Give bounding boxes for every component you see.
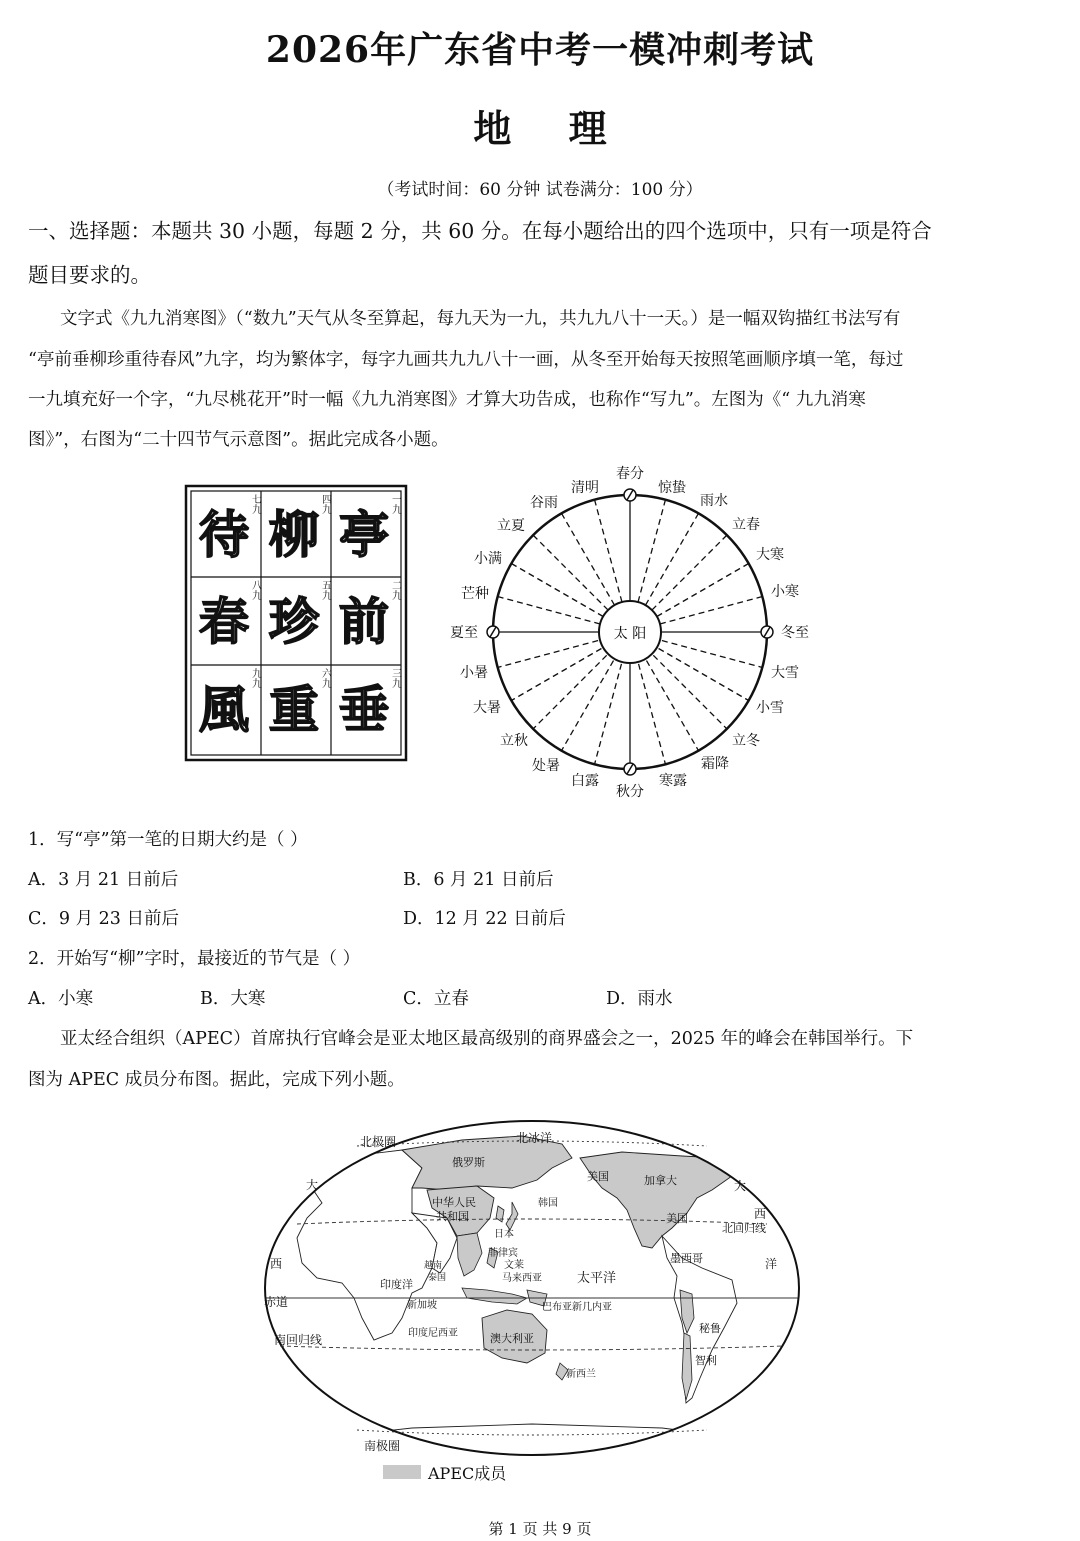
term-xiaohan: 小寒 xyxy=(771,584,799,600)
num-erjiu: 二九 xyxy=(389,580,401,600)
char-feng: 風 xyxy=(199,681,249,739)
greenland xyxy=(702,1126,762,1166)
label-antarctic-circle: 南极圈 xyxy=(364,1439,401,1453)
q1-option-a[interactable]: A．3 月 21 日前后 xyxy=(28,870,179,890)
num-wujiu: 五九 xyxy=(319,580,331,600)
num-bajiu: 八九 xyxy=(249,580,261,600)
q2-option-d[interactable]: D．雨水 xyxy=(606,989,673,1009)
label-vietnam: 越南 xyxy=(424,1261,443,1271)
q2-option-c[interactable]: C．立春 xyxy=(403,989,469,1009)
label-arctic-circle: 北极圈 xyxy=(360,1135,397,1149)
num-yijiu: 一九 xyxy=(389,494,401,514)
term-liqiu: 立秋 xyxy=(500,733,528,749)
char-chun: 春 xyxy=(199,593,249,651)
label-arctic-ocean: 北冰洋 xyxy=(516,1131,553,1145)
term-lichun: 立春 xyxy=(732,517,760,533)
label-philippines: 菲律宾 xyxy=(488,1248,518,1259)
term-mangzhong: 芒种 xyxy=(461,586,489,602)
label-png: 巴布亚新几内亚 xyxy=(542,1302,612,1313)
term-chushu: 处暑 xyxy=(532,758,560,774)
term-guyu: 谷雨 xyxy=(530,495,558,511)
label-tropic-cancer: 北回归线 xyxy=(722,1222,766,1235)
q1-option-c[interactable]: C．9 月 23 日前后 xyxy=(28,909,179,929)
sun-label: 太 阳 xyxy=(613,626,647,642)
label-tropic-capricorn: 南回归线 xyxy=(274,1333,323,1347)
label-atlantic-da-east: 大 xyxy=(734,1179,747,1193)
apec-world-map xyxy=(262,1118,802,1458)
term-dashu: 大暑 xyxy=(473,700,501,716)
term-xiazhi: 夏至 xyxy=(450,625,478,641)
char-qian: 前 xyxy=(339,593,389,651)
num-qijiu: 七九 xyxy=(249,494,261,514)
term-jingzhe: 惊蛰 xyxy=(658,480,686,496)
label-peru: 秘鲁 xyxy=(699,1322,721,1335)
label-malaysia: 马来西亚 xyxy=(502,1273,542,1284)
term-dahan: 大寒 xyxy=(756,547,784,563)
num-sanjiu: 三九 xyxy=(389,668,401,688)
question-2-stem: 2．开始写“柳”字时，最接近的节气是（ ） xyxy=(28,949,361,969)
num-liujiu: 六九 xyxy=(319,668,331,688)
term-dongzhi: 冬至 xyxy=(781,625,809,641)
label-usa-alaska: 美国 xyxy=(587,1170,609,1183)
q2-option-b[interactable]: B．大寒 xyxy=(200,989,266,1009)
term-lidong: 立冬 xyxy=(732,733,760,749)
label-atlantic-xi: 西 xyxy=(270,1257,283,1271)
exam-title: 2026年广东省中考一模冲刺考试 xyxy=(265,29,815,71)
exam-info: （考试时间：60 分钟 试卷满分：100 分） xyxy=(377,180,703,200)
passage-line: “亭前垂柳珍重待春风”九字，均为繁体字，每字九画共九九八十一画，从冬至开始每天按照笔画顺序填一笔，每过 xyxy=(28,350,904,370)
label-indonesia: 印度尼西亚 xyxy=(408,1328,458,1339)
legend-label: APEC成员 xyxy=(428,1464,507,1483)
term-xiaoman: 小满 xyxy=(474,551,502,567)
term-xiaoxue: 小雪 xyxy=(756,700,784,716)
term-bailu: 白露 xyxy=(571,773,599,789)
term-shuangjiang: 霜降 xyxy=(701,756,729,772)
char-dai: 待 xyxy=(199,506,249,564)
section-heading: 一、选择题：本题共 30 小题，每题 2 分，共 60 分。在每小题给出的四个选项中，只有一项是符合 xyxy=(28,219,932,243)
label-russia: 俄罗斯 xyxy=(452,1156,485,1169)
label-korea: 韩国 xyxy=(538,1198,558,1209)
term-yushui: 雨水 xyxy=(700,493,728,509)
label-mexico: 墨西哥 xyxy=(670,1252,703,1265)
label-thailand: 泰国 xyxy=(428,1273,447,1283)
subject-title: 地 理 xyxy=(473,106,629,151)
solar-terms-diagram xyxy=(440,462,820,802)
section-heading-cont: 题目要求的。 xyxy=(28,263,151,287)
label-atlantic-xi-east: 西 xyxy=(754,1207,767,1221)
num-jiujiu: 九九 xyxy=(249,668,261,688)
label-newzealand: 新西兰 xyxy=(566,1369,596,1380)
passage2-line: 图为 APEC 成员分布图。据此，完成下列小题。 xyxy=(28,1070,405,1090)
label-china-1: 中华人民 xyxy=(432,1196,476,1209)
label-indian-ocean: 印度洋 xyxy=(380,1278,413,1291)
label-japan: 日本 xyxy=(494,1229,514,1240)
label-singapore: 新加坡 xyxy=(407,1300,437,1311)
label-china-2: 共和国 xyxy=(436,1210,469,1223)
legend-swatch xyxy=(383,1465,421,1479)
question-1-stem: 1．写“亭”第一笔的日期大约是（ ） xyxy=(28,830,308,850)
passage-line: 文字式《九九消寒图》（“数九”天气从冬至算起，每九天为一九，共九九八十一天。）是一幅双钩描红书法写有 xyxy=(60,309,901,329)
q2-option-a[interactable]: A．小寒 xyxy=(28,989,94,1009)
q1-option-d[interactable]: D．12 月 22 日前后 xyxy=(403,909,566,929)
char-zhen: 珍 xyxy=(269,593,319,651)
label-usa: 美国 xyxy=(666,1212,688,1225)
jiujiu-figure xyxy=(184,484,408,762)
passage2-line: 亚太经合组织（APEC）首席执行官峰会是亚太地区最高级别的商界盛会之一，2025 年的峰会在韩国举行。下 xyxy=(60,1029,914,1049)
label-brunei: 文莱 xyxy=(504,1260,524,1271)
label-canada: 加拿大 xyxy=(644,1174,677,1187)
term-qiufen: 秋分 xyxy=(616,784,644,800)
page-footer: 第 1 页 共 9 页 xyxy=(488,1520,592,1538)
term-lixia: 立夏 xyxy=(497,518,525,534)
term-hanlu: 寒露 xyxy=(659,773,687,789)
term-chunfen: 春分 xyxy=(616,466,644,482)
term-xiaoshu: 小暑 xyxy=(460,665,488,681)
passage-line: 图》”，右图为“二十四节气示意图”。据此完成各小题。 xyxy=(28,430,449,450)
label-australia: 澳大利亚 xyxy=(490,1332,534,1345)
num-sijiu: 四九 xyxy=(319,494,331,514)
label-equator: 赤道 xyxy=(264,1295,289,1309)
label-atlantic-yang: 洋 xyxy=(765,1257,778,1271)
label-atlantic-da: 大 xyxy=(306,1178,319,1192)
char-ting: 亭 xyxy=(339,506,389,564)
passage-line: 一九填充好一个字，“九尽桃花开”时一幅《九九消寒图》才算大功告成，也称作“写九”。左图为《“ 九九消寒 xyxy=(28,390,866,410)
term-qingming: 清明 xyxy=(571,480,599,496)
char-liu: 柳 xyxy=(269,506,319,564)
term-daxue: 大雪 xyxy=(771,665,799,681)
label-pacific-ocean: 太平洋 xyxy=(577,1271,617,1286)
char-chui: 垂 xyxy=(339,681,389,739)
label-chile: 智利 xyxy=(695,1354,717,1367)
char-zhong: 重 xyxy=(269,681,319,739)
q1-option-b[interactable]: B．6 月 21 日前后 xyxy=(403,870,554,890)
